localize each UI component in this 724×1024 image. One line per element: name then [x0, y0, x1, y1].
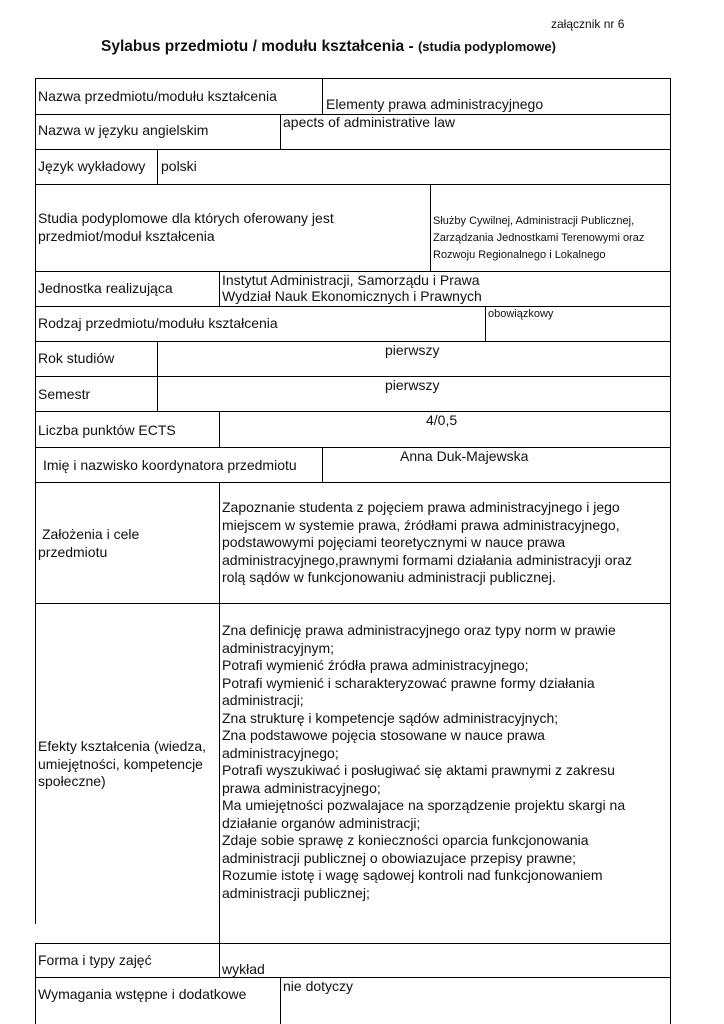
page-title [101, 38, 556, 56]
semester-value: pierwszy [385, 377, 440, 393]
unit-value: Instytut Administracji, Samorządu i Prawa Wydział Nauk Ekonomicznych i Prawnych [222, 272, 482, 304]
course-type-label: Rodzaj przedmiotu/modułu kształcenia [38, 315, 278, 331]
ects-label: Liczba punktów ECTS [38, 422, 176, 438]
unit-label: Jednostka realizująca [38, 280, 173, 296]
english-name-label: Nazwa w języku angielskim [38, 122, 209, 138]
language-label: Język wykładowy [38, 158, 146, 174]
title-main: Sylabus przedmiotu / modułu kształcenia - [101, 38, 418, 55]
form-value: wykład [222, 961, 265, 977]
study-year-label: Rok studiów [38, 350, 115, 366]
english-name-value: apects of administrative law [283, 114, 455, 130]
semester-label: Semestr [38, 386, 91, 402]
attachment-number: załącznik nr 6 [551, 17, 625, 31]
goals-value: Zapoznanie studenta z pojęciem prawa administracyjnego i jego miejscem w systemie prawa, źródłami prawa administracyjnego, podstawowymi pojęciami teoretycznymi w nauce prawa administracyjnego,prawnymi formami działania administracyji oraz rolą sądów w funkcjonowaniu administracji publicznej. [222, 499, 633, 585]
language-value: polski [161, 158, 197, 174]
studies-label: Studia podyplomowe dla których oferowany jest przedmiot/moduł kształcenia [38, 210, 334, 244]
coordinator-value: Anna Duk-Majewska [400, 448, 529, 464]
requirements-label: Wymagania wstępne i dodatkowe [38, 986, 247, 1002]
form-label: Forma i typy zajęć [38, 952, 152, 968]
requirements-value: nie dotyczy [283, 978, 354, 994]
study-year-value: pierwszy [385, 342, 440, 358]
studies-value: Służby Cywilnej, Administracji Publicznej, Zarządzania Jednostkami Terenowymi oraz Rozwoju Regionalnego i Lokalnego [433, 215, 645, 261]
coordinator-label: Imię i nazwisko koordynatora przedmiotu [43, 457, 297, 473]
goals-label: Założenia i cele przedmiotu [38, 526, 140, 560]
outcomes-value: Zna definicję prawa administracyjnego oraz typy norm w prawie administracyjnym; Potrafi wymienić źródła prawa administracyjnego; Potrafi wymienić i scharakteryzować prawne formy działania administracji; Zna strukturę i kompetencje sądów administracyjnych; Zna podstawowe pojęcia stosowane w nauce prawa administracyjnego; Potrafi wyszukiwać i posługiwać się aktami prawnymi z zakresu prawa administracyjnego; Ma umiejętności pozwalajace na sporządzenie projektu skargi na działanie organów administracji; Zdaje sobie sprawę z konieczności oparcia funkcjonowania administracji publicznej o obowiazujace przepisy prawne; Rozumie istotę i wagę sądowej kontroli nad funkcjonowaniem administracji publicznej; [222, 622, 626, 901]
outcomes-label: Efekty kształcenia (wiedza, umiejętności, kompetencje społeczne) [38, 738, 207, 789]
ects-value: 4/0,5 [426, 412, 458, 428]
title-subtitle: (studia podyplomowe) [417, 39, 556, 54]
course-name-value: Elementy prawa administracyjnego [326, 96, 544, 112]
course-type-value: obowiązkowy [488, 308, 554, 320]
course-name-label: Nazwa przedmiotu/modułu kształcenia [38, 88, 277, 104]
